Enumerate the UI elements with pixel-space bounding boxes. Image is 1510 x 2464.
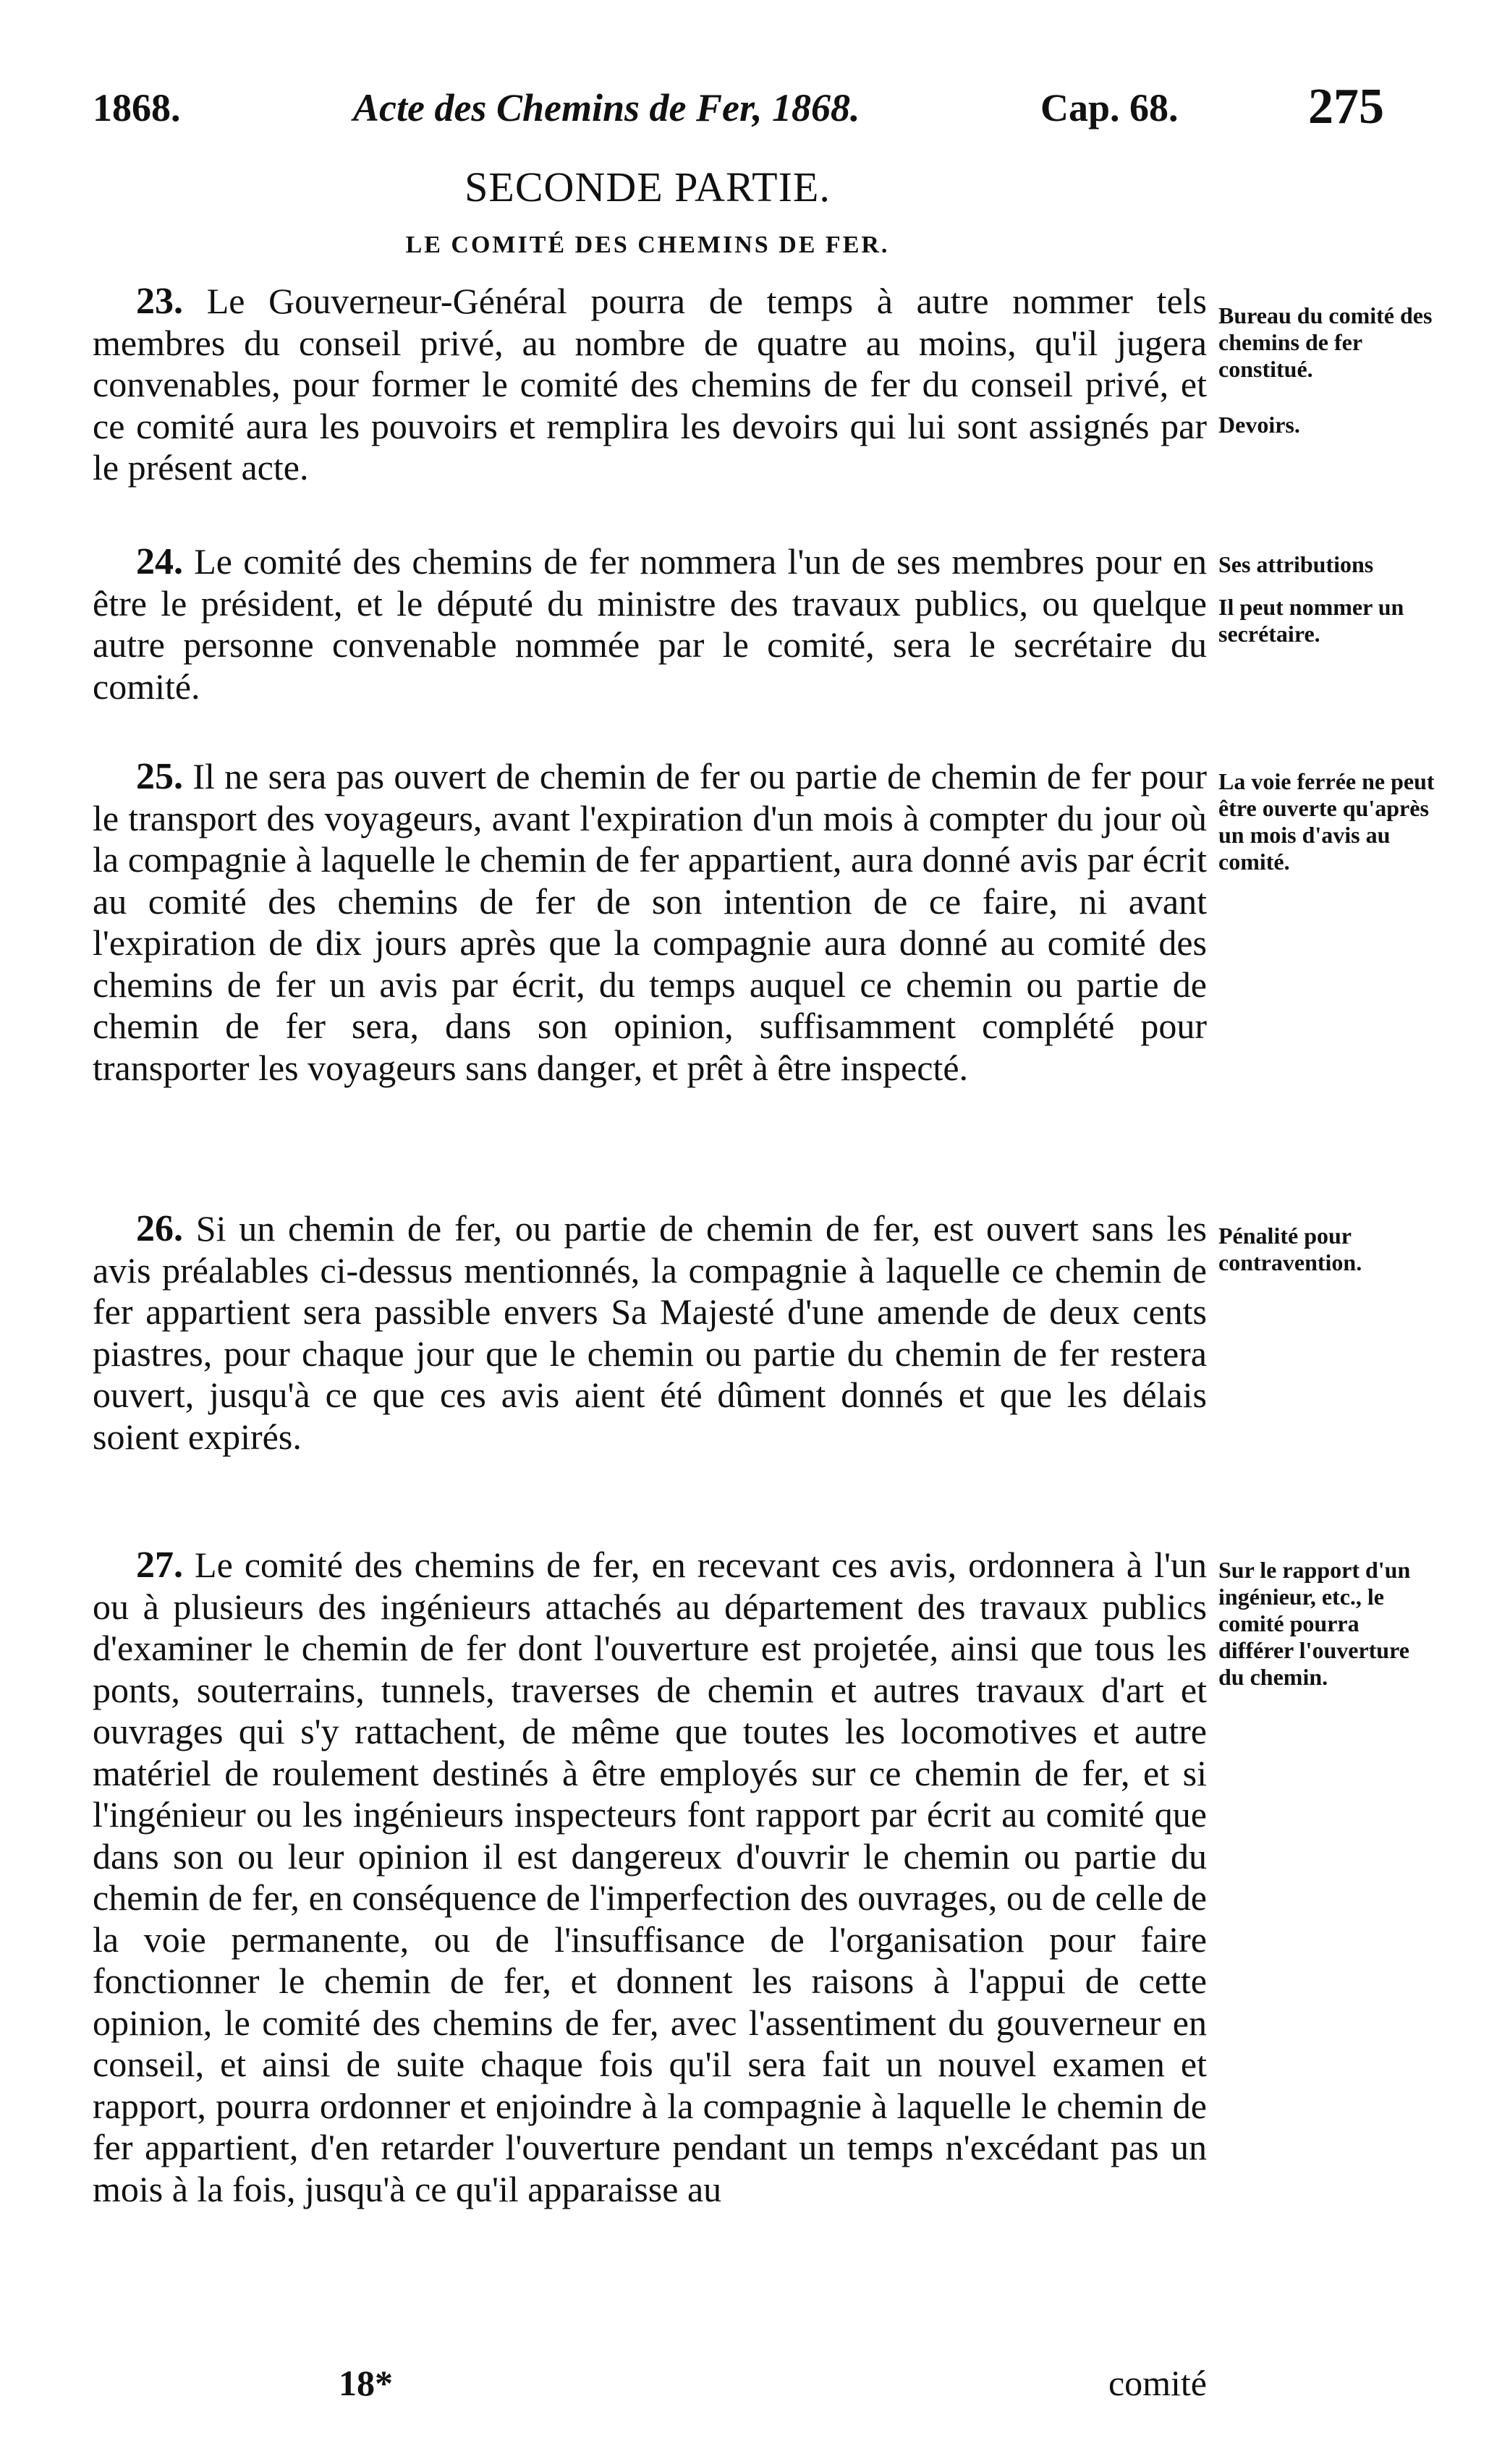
- section-number: 24.: [136, 541, 183, 582]
- section-paragraph: [93, 1545, 1207, 2210]
- margin-notes-25: [1218, 768, 1435, 875]
- page-number: 275: [1308, 79, 1384, 135]
- section-text: Si un chemin de fer, ou partie de chemin de fer, est ouvert sans les avis préalables ci-dessus mentionnés, la compagnie à laquelle ce chemin de fer appartient sera passible envers Sa Majesté d'une amende de deux cents piastres, pour chaque jour que le chemin ou partie du chemin de fer restera ouvert, jusqu'à ce que ces avis aient été dûment donnés et que les délais soient expirés.: [93, 1208, 1208, 1457]
- section-number: 23.: [136, 281, 183, 322]
- margin-note: Sur le rapport d'un ingénieur, etc., le comité pourra différer l'ouverture du chemin.: [1218, 1557, 1411, 1690]
- part-title: SECONDE PARTIE.: [465, 163, 831, 211]
- section-text: Le comité des chemins de fer, en recevant ces avis, ordonnera à l'un ou à plusieurs des ingénieurs attachés au département des travaux publics d'examiner le chemin de fer dont l'ouverture est projetée, ainsi que tous les ponts, souterrains, tunnels, traverses de chemin et autres travaux d'art et ouvrages qui s'y rattachent, de même que toutes les locomotives et autre matériel de roulement destinés à être employés sur ce chemin de fer, et si l'ingénieur ou les ingénieurs inspecteurs font rapport par écrit au comité que dans son ou leur opinion il est dangereux d'ouvrir le chemin ou partie du chemin de fer, en conséquence de l'imperfection des ouvrages, ou de celle de la voie permanente, ou de l'insuffisance de l'organisation pour faire fonctionner le chemin de fer, et donnent les raisons à l'appui de cette opinion, le comité des chemins de fer, avec l'assentiment du gouverneur en conseil, et ainsi de suite chaque fois qu'il sera fait un nouvel examen et rapport, pourra ordonner et enjoindre à la compagnie à laquelle le chemin de fer appartient, d'en retarder l'ouverture pendant un temps n'excédant pas un mois à la fois, jusqu'à ce qu'il apparaisse au: [93, 1545, 1208, 2209]
- signature-mark: 18*: [339, 2363, 393, 2403]
- section-27: [93, 1545, 1207, 2210]
- section-paragraph: [93, 281, 1207, 489]
- margin-notes-26: [1218, 1223, 1435, 1276]
- section-paragraph: [93, 541, 1207, 708]
- page-header: [93, 78, 1409, 143]
- catchword: comité: [1108, 2363, 1207, 2403]
- header-chapter: Cap. 68.: [1040, 86, 1179, 129]
- margin-note: Devoirs.: [1218, 412, 1300, 438]
- margin-note: Pénalité pour contravention.: [1218, 1223, 1362, 1275]
- header-year: 1868.: [93, 86, 181, 129]
- section-paragraph: [93, 756, 1207, 1089]
- part-subtitle: LE COMITÉ DES CHEMINS DE FER.: [405, 231, 890, 258]
- section-23: [93, 281, 1207, 489]
- section-text: Il ne sera pas ouvert de chemin de fer ou partie de chemin de fer pour le transport des voyageurs, avant l'expiration d'un mois à compter du jour où la compagnie à laquelle le chemin de fer appartient, aura donné avis par écrit au comité des chemins de fer de son intention de ce faire, ni avant l'expiration de dix jours après que la compagnie aura donné au comité des chemins de fer un avis par écrit, du temps auquel ce chemin ou partie de chemin de fer sera, dans son opinion, suffisamment complété pour transporter les voyageurs sans danger, et prêt à être inspecté.: [93, 756, 1207, 1088]
- section-text: Le comité des chemins de fer nommera l'un de ses membres pour en être le président, et le député du ministre des travaux publics, ou quelque autre personne convenable nommée par le comité, sera le secrétaire du comité.: [93, 541, 1208, 707]
- section-number: 27.: [136, 1545, 183, 1586]
- margin-notes-24: [1218, 551, 1435, 647]
- section-25: [93, 756, 1207, 1089]
- section-text: Le Gouverneur-Général pourra de temps à autre nommer tels membres du conseil privé, au nombre de quatre au moins, qu'il jugera convenables, pour former le comité des chemins de fer du conseil privé, et ce comité aura les pouvoirs et remplira les devoirs qui lui sont assignés par le présent acte.: [93, 281, 1208, 488]
- header-title: Acte des Chemins de Fer, 1868.: [353, 86, 860, 129]
- margin-note: La voie ferrée ne peut être ouverte qu'après un mois d'avis au comité.: [1218, 768, 1435, 875]
- margin-note: Bureau du comité des chemins de fer constitué.: [1218, 302, 1433, 382]
- margin-notes-27: [1218, 1557, 1435, 1691]
- section-number: 25.: [136, 756, 183, 797]
- page-footer: [93, 2362, 1207, 2413]
- section-number: 26.: [136, 1208, 183, 1249]
- section-paragraph: [93, 1208, 1207, 1458]
- margin-note: Il peut nommer un secrétaire.: [1218, 594, 1404, 647]
- margin-note: Ses attributions: [1218, 551, 1374, 577]
- section-24: [93, 541, 1207, 708]
- margin-notes-23: [1218, 302, 1435, 438]
- section-26: [93, 1208, 1207, 1458]
